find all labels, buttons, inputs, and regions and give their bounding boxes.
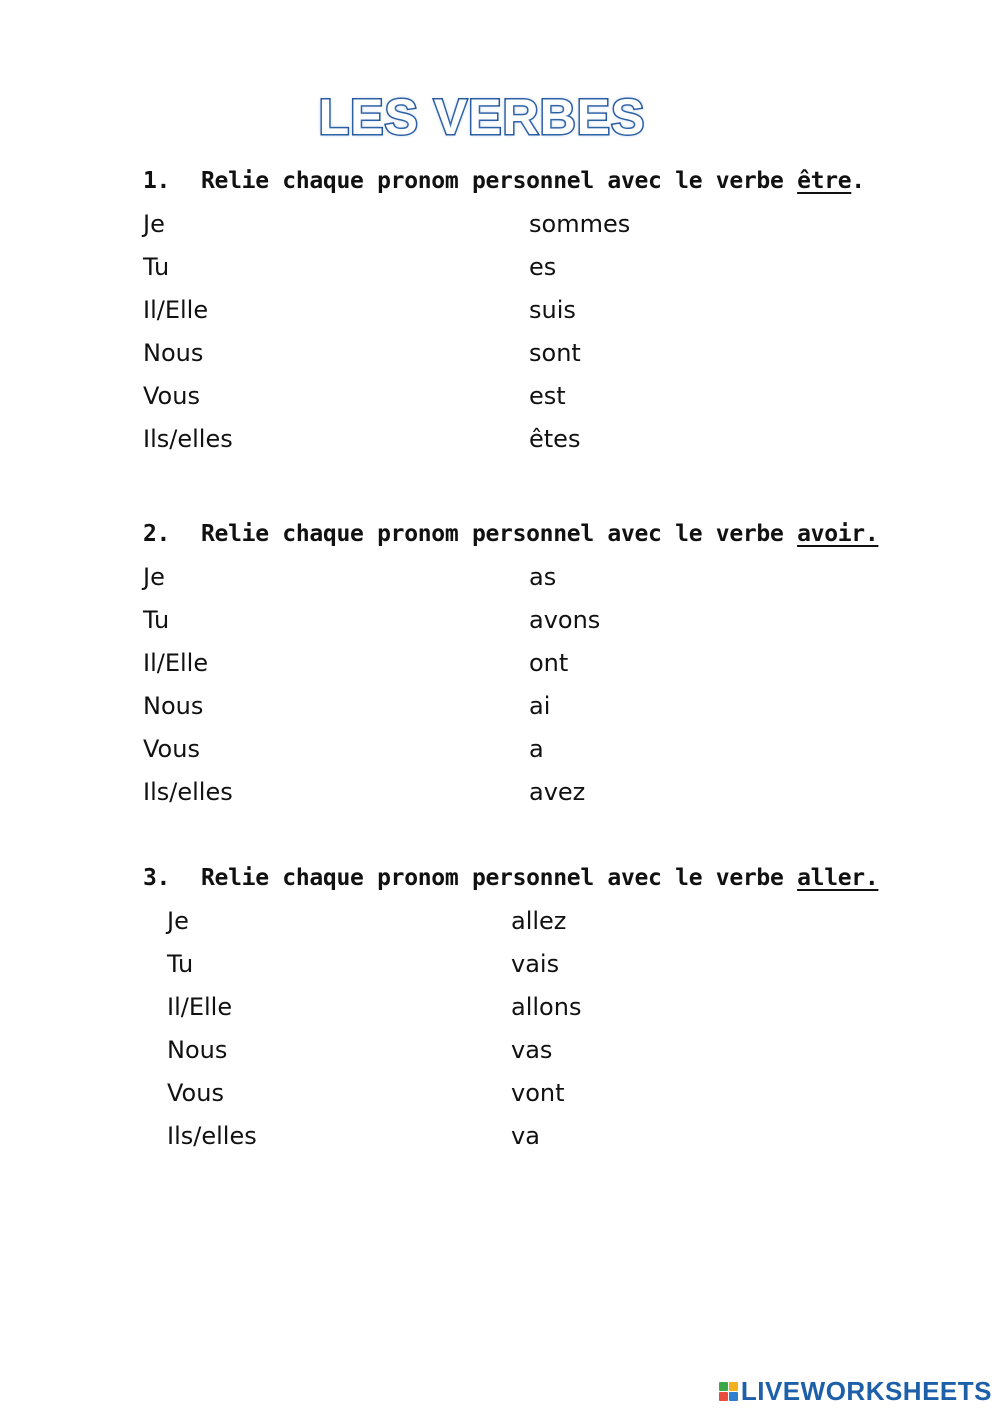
list-item (0, 1079, 1000, 1122)
exercise-number: 3. (143, 865, 171, 891)
target-verb: avoir. (797, 521, 879, 547)
logo-square-icon (729, 1392, 738, 1401)
exercise-1-instruction (143, 168, 865, 194)
conjugation[interactable]: as (529, 563, 557, 591)
pronoun[interactable]: Nous (167, 1036, 228, 1064)
page-title: LES VERBES (318, 89, 646, 145)
conjugation[interactable]: est (529, 382, 566, 410)
pronoun[interactable]: Nous (143, 339, 204, 367)
target-verb: être (797, 168, 852, 194)
pronoun[interactable]: Tu (167, 950, 194, 978)
list-item (0, 563, 1000, 606)
logo-square-icon (729, 1382, 738, 1391)
conjugation[interactable]: ai (529, 692, 551, 720)
list-item (0, 692, 1000, 735)
exercise-number: 1. (143, 168, 171, 194)
conjugation[interactable]: allons (511, 993, 582, 1021)
conjugation[interactable]: allez (511, 907, 567, 935)
pronoun[interactable]: Ils/elles (167, 1122, 257, 1150)
target-verb: aller. (797, 865, 879, 891)
list-item (0, 425, 1000, 468)
list-item (0, 296, 1000, 339)
conjugation[interactable]: êtes (529, 425, 581, 453)
pronoun[interactable]: Ils/elles (143, 778, 233, 806)
exercise-3-instruction (143, 865, 878, 891)
list-item (0, 253, 1000, 296)
list-item (0, 649, 1000, 692)
pronoun[interactable]: Vous (167, 1079, 224, 1107)
pronoun[interactable]: Ils/elles (143, 425, 233, 453)
conjugation[interactable]: es (529, 253, 557, 281)
list-item (0, 735, 1000, 778)
conjugation[interactable]: vont (511, 1079, 565, 1107)
pronoun[interactable]: Vous (143, 735, 200, 763)
instruction-text: Relie chaque pronom personnel avec le verbe (201, 521, 784, 547)
conjugation[interactable]: vais (511, 950, 560, 978)
pronoun[interactable]: Nous (143, 692, 204, 720)
conjugation[interactable]: suis (529, 296, 576, 324)
logo-square-icon (719, 1382, 728, 1391)
pronoun[interactable]: Il/Elle (167, 993, 233, 1021)
conjugation[interactable]: avez (529, 778, 586, 806)
pronoun[interactable]: Il/Elle (143, 649, 209, 677)
exercise-number: 2. (143, 521, 171, 547)
exercise-2-instruction (143, 521, 878, 547)
list-item (0, 210, 1000, 253)
pronoun[interactable]: Il/Elle (143, 296, 209, 324)
list-item (0, 1122, 1000, 1165)
logo-square-icon (719, 1392, 728, 1401)
list-item (0, 606, 1000, 649)
brand-name: LIVEWORKSHEETS (740, 1376, 992, 1406)
brand-logo-icon (719, 1382, 738, 1401)
pronoun[interactable]: Je (143, 563, 165, 591)
instruction-text: Relie chaque pronom personnel avec le verbe (201, 168, 784, 194)
liveworksheets-logo (719, 1376, 992, 1407)
conjugation[interactable]: a (529, 735, 544, 763)
list-item (0, 907, 1000, 950)
pronoun[interactable]: Je (143, 210, 165, 238)
conjugation[interactable]: sommes (529, 210, 631, 238)
conjugation[interactable]: vas (511, 1036, 553, 1064)
list-item (0, 778, 1000, 821)
pronoun[interactable]: Tu (143, 606, 170, 634)
conjugation[interactable]: va (511, 1122, 540, 1150)
list-item (0, 339, 1000, 382)
conjugation[interactable]: avons (529, 606, 601, 634)
list-item (0, 950, 1000, 993)
instruction-end: . (851, 168, 865, 194)
conjugation[interactable]: ont (529, 649, 569, 677)
pronoun[interactable]: Je (167, 907, 189, 935)
pronoun[interactable]: Vous (143, 382, 200, 410)
list-item (0, 1036, 1000, 1079)
conjugation[interactable]: sont (529, 339, 581, 367)
list-item (0, 382, 1000, 425)
pronoun[interactable]: Tu (143, 253, 170, 281)
list-item (0, 993, 1000, 1036)
instruction-text: Relie chaque pronom personnel avec le verbe (201, 865, 784, 891)
